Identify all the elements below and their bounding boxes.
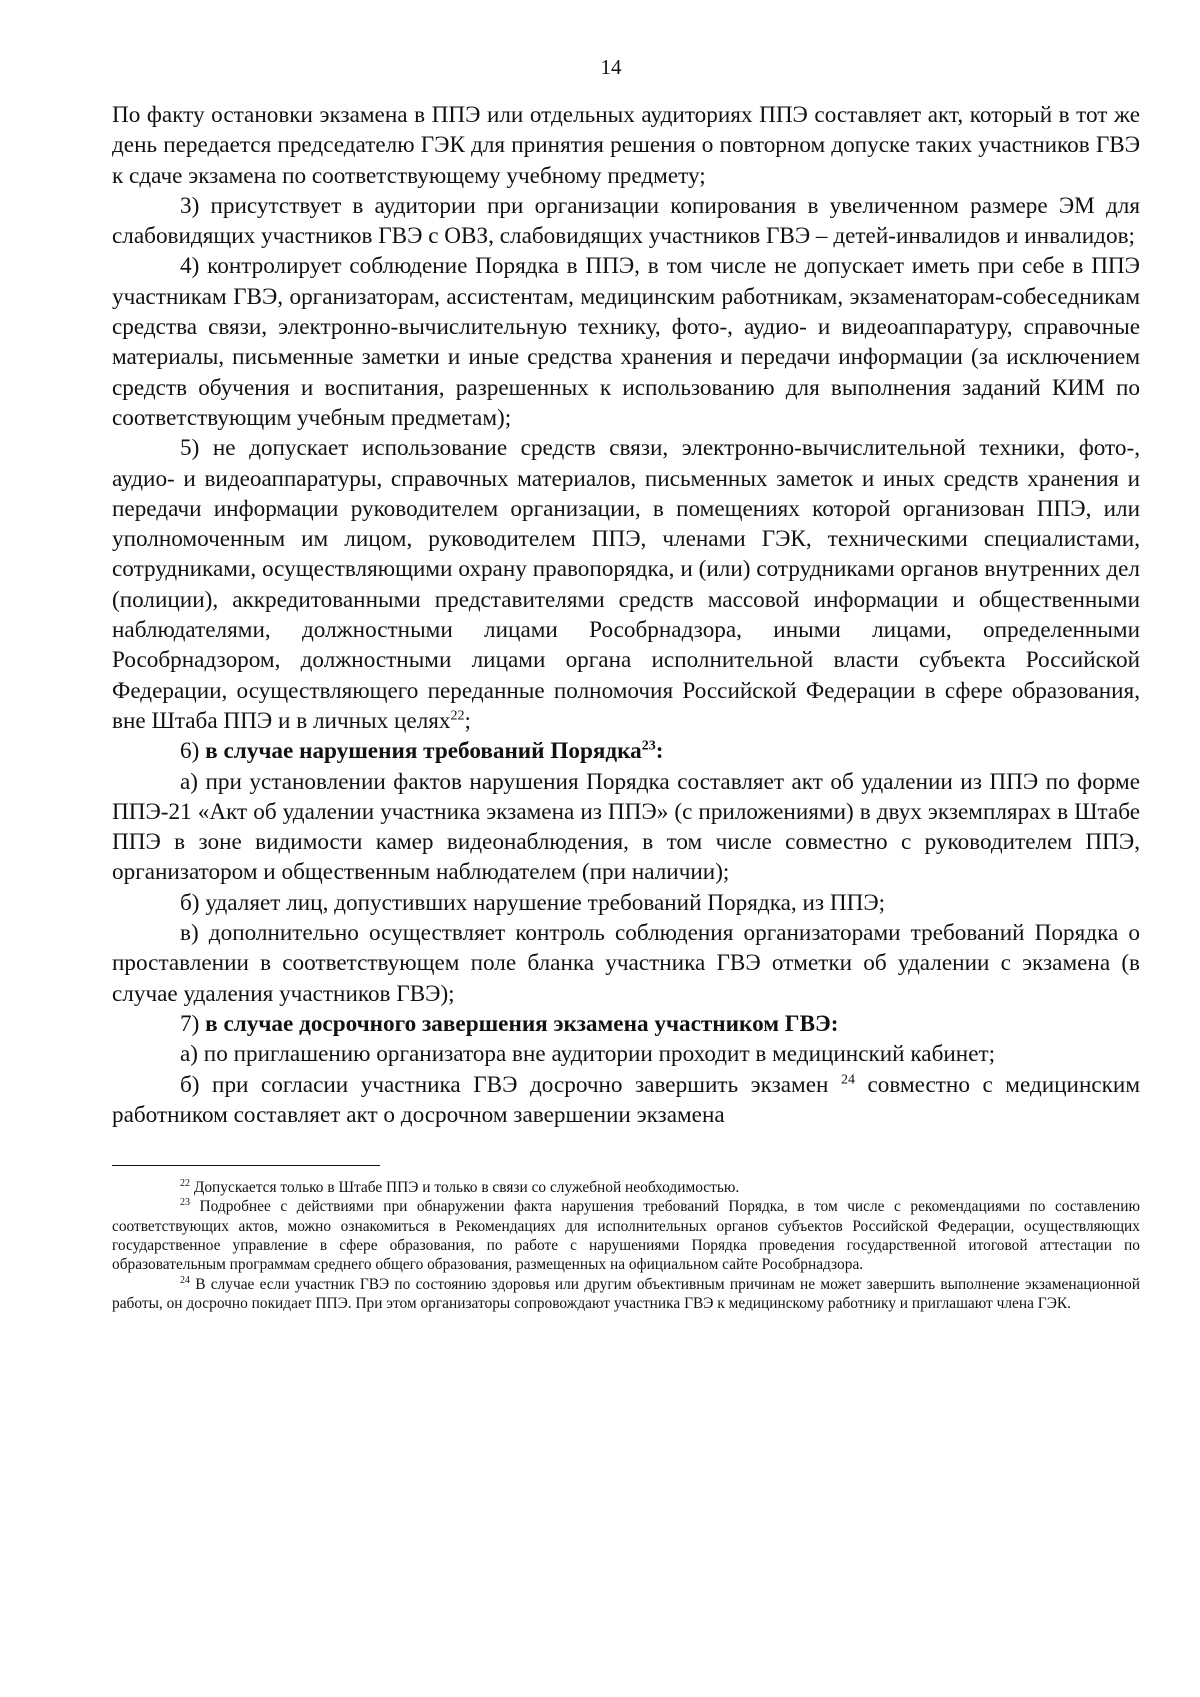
paragraph-item-7b xyxy=(112,1070,1140,1131)
footnote-ref-23: 23 xyxy=(641,738,656,754)
item-7-number: 7) xyxy=(180,1010,200,1037)
footnote-num: 23 xyxy=(180,1197,190,1209)
item-6-number: 6) xyxy=(180,738,200,765)
item-7-heading: в случае досрочного завершения экзамена участником ГВЭ: xyxy=(205,1010,839,1037)
paragraph-item-6a: а) при установлении фактов нарушения Порядка составляет акт об удалении из ППЭ по форме ППЭ-21 «Акт об удалении участника экзамена из ППЭ» (с приложениями) в двух экземплярах в Штабе ППЭ в зоне видимости камер видеонаблюдения, в том числе совместно с руководителем ППЭ, организатором и общественным наблюдателем (при наличии); xyxy=(112,768,1140,886)
item-7b-text: б) при согласии участника ГВЭ досрочно завершить экзамен xyxy=(180,1071,829,1098)
footnote-24 xyxy=(112,1275,1140,1314)
paragraph-item-5-text: 5) не допускает использование средств связи, электронно-вычислительной техники, фото-, аудио- и видеоаппаратуры, справочных материалов, письменных заметок и иных средств хранения и передачи информации руководителем организации, в помещениях которой организован ППЭ, или уполномоченным им лицом, руководителем ППЭ, членами ГЭК, техническими специалистами, сотрудниками, осуществляющими охрану правопорядка, и (или) сотрудниками органов внутренних дел (полиции), аккредитованными представителями средств массовой информации и общественными наблюдателями, должностными лицами Рособрнадзора, иными лицами, определенными Рособрнадзором, должностными лицами органа исполнительной власти субъекта Российской Федерации, осуществляющего переданные полномочия Российской Федерации в сфере образования, вне Штаба ППЭ и в личных целях xyxy=(112,435,1140,734)
page-number: 14 xyxy=(600,55,622,79)
paragraph-item-5-end: ; xyxy=(464,707,471,734)
item-6-colon: : xyxy=(655,738,664,765)
paragraph-item-6 xyxy=(112,736,1140,766)
footnote-text: В случае если участник ГВЭ по состоянию здоровья или другим объективным причинам не может завершить выполнение экзаменационной работы, он досрочно покидает ППЭ. При этом организаторы сопровождают участника ГВЭ к медицинскому работнику и приглашают члена ГЭК. xyxy=(112,1275,1140,1312)
paragraph-continuation: По факту остановки экзамена в ППЭ или отдельных аудиториях ППЭ составляет акт, который в тот же день передается председателю ГЭК для принятия решения о повторном допуске таких участников ГВЭ к сдаче экзамена по соответствующему учебному предмету; xyxy=(112,102,1140,189)
footnote-ref-22: 22 xyxy=(450,708,465,724)
paragraph-item-7a: а) по приглашению организатора вне аудитории проходит в медицинский кабинет; xyxy=(180,1041,996,1068)
footnote-separator xyxy=(112,1165,380,1166)
footnotes xyxy=(112,1178,1140,1313)
footnote-22 xyxy=(112,1178,1140,1197)
paragraph-item-4: 4) контролирует соблюдение Порядка в ППЭ, в том числе не допускает иметь при себе в ППЭ участникам ГВЭ, организаторам, ассистентам, медицинским работникам, экзаменаторам-собеседникам средства связи, электронно-вычислительную технику, фото-, аудио- и видеоаппаратуру, справочные материалы, письменные заметки и иные средства хранения и передачи информации (за исключением средств обучения и воспитания, разрешенных к использованию для выполнения заданий КИМ по соответствующим учебным предметам); xyxy=(112,253,1140,431)
paragraph-item-6v: в) дополнительно осуществляет контроль соблюдения организаторами требований Порядка о проставлении в соответствующем поле бланка участника ГВЭ отметки об удалении с экзамена (в случае удаления участников ГВЭ); xyxy=(112,920,1140,1007)
footnote-num: 22 xyxy=(180,1177,190,1189)
footnote-23 xyxy=(112,1197,1140,1274)
footnote-num: 24 xyxy=(180,1274,190,1286)
footnote-text: Допускается только в Штабе ППЭ и только в связи со служебной необходимостью. xyxy=(193,1179,740,1197)
item-7b-continuation: совместно с медицинским работником составляет акт о досрочном завершении экзамена xyxy=(112,1071,1141,1128)
footnote-text: Подробнее с действиями при обнаружении факта нарушения требований Порядка, в том числе с рекомендациями по составлению соответствующих актов, можно ознакомиться в Рекомендациях для исполнительных органов субъектов Российской Федерации, осуществляющих государственное управление в сфере образования, по работе с нарушениями Порядка проведения государственной итоговой аттестации по образовательным программам среднего общего образования, размещенных на официальном сайте Рособрнадзора. xyxy=(112,1198,1140,1274)
footnote-ref-24: 24 xyxy=(840,1071,855,1087)
body-text xyxy=(112,100,1140,1130)
paragraph-item-6b: б) удаляет лиц, допустивших нарушение требований Порядка, из ППЭ; xyxy=(180,889,886,916)
paragraph-item-3: 3) присутствует в аудитории при организации копирования в увеличенном размере ЭМ для слабовидящих участников ГВЭ с ОВЗ, слабовидящих участников ГВЭ – детей-инвалидов и инвалидов; xyxy=(112,192,1140,250)
paragraph-item-7 xyxy=(112,1009,1140,1039)
paragraph-item-5 xyxy=(112,433,1140,736)
item-6-heading: в случае нарушения требований Порядка xyxy=(205,738,642,765)
